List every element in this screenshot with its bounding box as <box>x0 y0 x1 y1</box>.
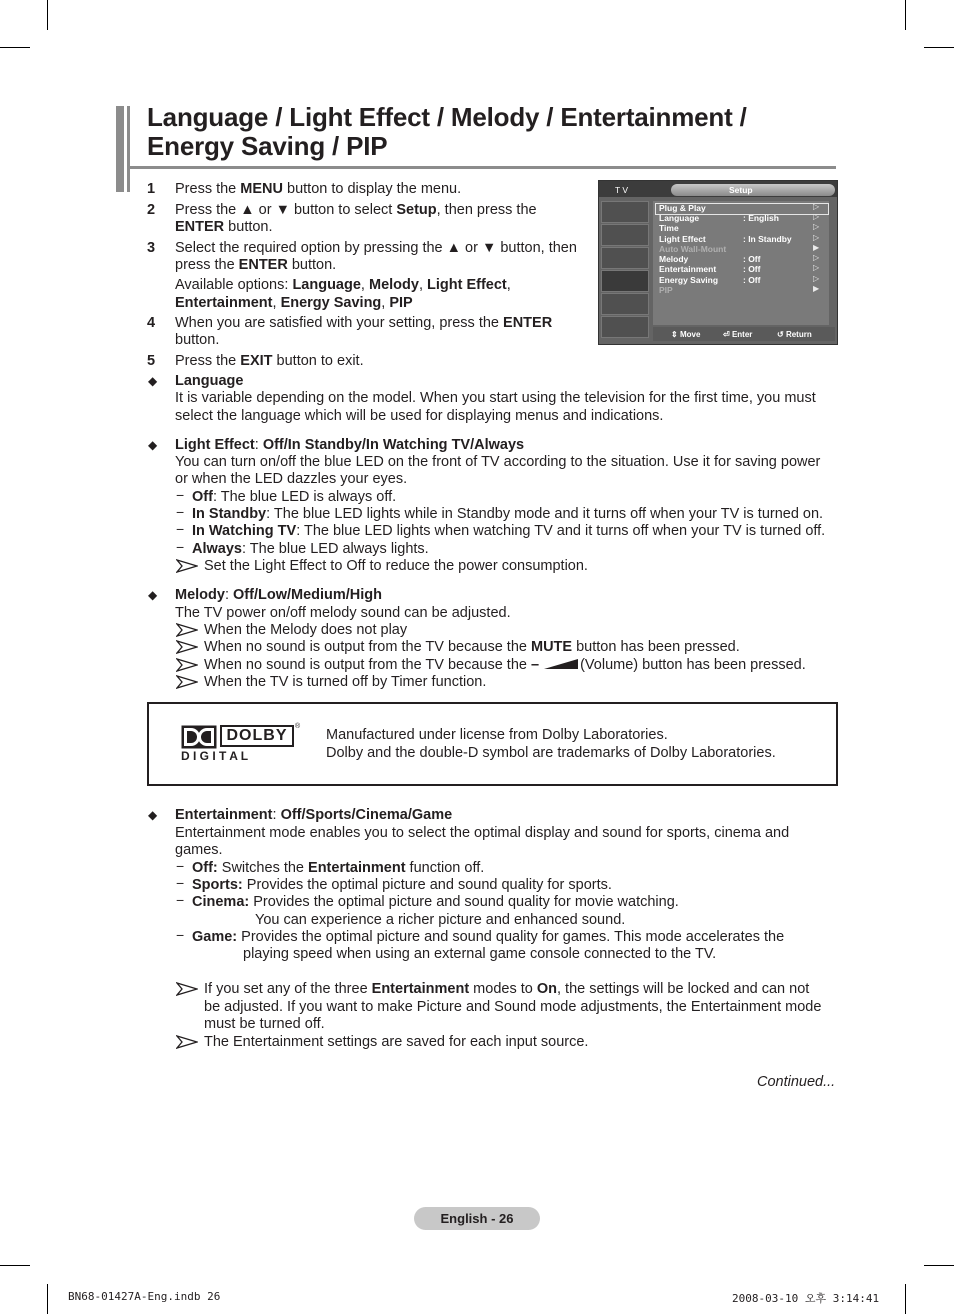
dolby-digital-logo <box>181 725 299 763</box>
entertainment-option-cinema-cont: You can experience a richer picture and enhanced sound. <box>255 912 626 928</box>
language-text-cont: select the language which will be used for displaying menus and indications. <box>175 408 664 424</box>
step-5-text: Press the EXIT button to exit. <box>175 353 364 369</box>
tv-setup-menu <box>598 180 838 345</box>
tv-footer-return: ↺ Return <box>777 330 812 339</box>
tv-menu-item-label[interactable]: Time <box>659 223 679 233</box>
tv-menu-item-value: : English <box>743 213 779 223</box>
light-effect-note: Set the Light Effect to Off to reduce the power consumption. <box>204 558 588 574</box>
entertainment-note-1-cont: be adjusted. If you want to make Picture and Sound mode adjustments, the Entertainment mode <box>204 999 822 1015</box>
light-option-always: Always: The blue LED always lights. <box>192 541 429 557</box>
tv-menu-item-arrow-icon: ▶ <box>813 243 820 252</box>
title-accent-bar <box>116 106 130 192</box>
step-number: 3 <box>147 240 156 256</box>
entertainment-option-cinema: Cinema: Provides the optimal picture and sound quality for movie watching. <box>192 894 679 910</box>
entertainment-option-game: Game: Provides the optimal picture and sound quality for games. This mode accelerates the <box>192 929 785 945</box>
digital-menu-icon <box>601 316 649 338</box>
dolby-notice-line2: Dolby and the double-D symbol are trademarks of Dolby Laboratories. <box>326 745 776 761</box>
tv-menu-item-arrow-icon: ▷ <box>813 274 820 283</box>
tv-menu-item-arrow-icon: ▷ <box>813 263 820 272</box>
step-3-text: Select the required option by pressing the ▲ or ▼ button, then <box>175 240 577 256</box>
tv-menu-item-label[interactable]: Melody <box>659 254 689 264</box>
tv-menu-item-arrow-icon: ▷ <box>813 212 820 221</box>
registered-mark: ® <box>295 723 301 730</box>
entertainment-note-1-cont2: must be turned off. <box>204 1016 325 1032</box>
note-arrow-icon <box>176 658 198 672</box>
step-4-text-cont: button. <box>175 332 220 348</box>
crop-mark <box>924 1265 954 1266</box>
sound-icon <box>601 224 649 246</box>
tv-menu-item-label[interactable]: Plug & Play <box>659 203 706 213</box>
light-effect-text: You can turn on/off the blue LED on the front of TV according to the situation. Use it for saving power <box>175 454 821 470</box>
entertainment-option-off: Off: Switches the Entertainment function off. <box>192 860 485 876</box>
entertainment-heading: Entertainment: Off/Sports/Cinema/Game <box>175 807 453 823</box>
title-divider <box>130 166 836 169</box>
tv-menu-item-label[interactable]: PIP <box>659 285 673 295</box>
tv-menu-item-arrow-icon: ▶ <box>813 284 820 293</box>
tv-menu-item-label[interactable]: Entertainment <box>659 264 717 274</box>
tv-menu-item-value: : Off <box>743 275 761 285</box>
continued-label: Continued... <box>757 1074 836 1090</box>
crop-mark <box>905 1284 906 1314</box>
tv-menu-title-tab <box>671 184 835 196</box>
language-text: It is variable depending on the model. When you start using the television for the first time, you must <box>175 390 816 406</box>
step-2-text: Press the ▲ or ▼ button to select Setup, then press the <box>175 202 537 218</box>
bullet-diamond: ◆ <box>148 588 158 602</box>
step-number: 5 <box>147 353 156 369</box>
setup-icon <box>601 270 649 292</box>
page-title-line2: Energy Saving / PIP <box>147 131 388 161</box>
dash-bullet: − <box>176 927 185 943</box>
note-arrow-icon <box>176 1035 198 1049</box>
entertainment-note-1: If you set any of the three Entertainment modes to On, the settings will be locked and can not <box>204 981 810 997</box>
light-effect-heading: Light Effect: Off/In Standby/In Watching TV/Always <box>175 437 525 453</box>
page-number: English - 26 <box>440 1211 514 1226</box>
step-3-text-cont: press the ENTER button. <box>175 257 337 273</box>
volume-icon <box>543 658 579 670</box>
tv-menu-title: Setup <box>729 185 753 195</box>
dolby-notice-line1: Manufactured under license from Dolby Laboratories. <box>326 727 668 743</box>
tv-footer-enter: ⏎ Enter <box>723 330 753 339</box>
light-option-watching: In Watching TV: The blue LED lights when watching TV and it turns off when your TV is turned off. <box>192 523 826 539</box>
tv-menu-tab: T V <box>615 185 629 195</box>
light-option-off: Off: The blue LED is always off. <box>192 489 397 505</box>
tv-menu-item-label[interactable]: Energy Saving <box>659 275 719 285</box>
note-arrow-icon <box>176 982 198 996</box>
bullet-diamond: ◆ <box>148 438 158 452</box>
step-number: 1 <box>147 181 156 197</box>
note-arrow-icon <box>176 559 198 573</box>
dash-bullet: − <box>176 504 185 520</box>
channel-icon <box>601 247 649 269</box>
language-heading: Language <box>175 373 244 389</box>
tv-menu-item-value: : Off <box>743 254 761 264</box>
light-option-standby: In Standby: The blue LED lights while in Standby mode and it turns off when your TV is turned on. <box>192 506 824 522</box>
tv-menu-item-label[interactable]: Light Effect <box>659 234 706 244</box>
entertainment-text: Entertainment mode enables you to select the optimal display and sound for sports, cinema and <box>175 825 790 841</box>
step-number: 2 <box>147 202 156 218</box>
step-4-text: When you are satisfied with your setting, press the ENTER <box>175 315 553 331</box>
melody-note-1: When the Melody does not play <box>204 622 408 638</box>
dash-bullet: − <box>176 539 185 555</box>
note-arrow-icon <box>176 623 198 637</box>
step-2-text-cont: ENTER button. <box>175 219 273 235</box>
melody-heading: Melody: Off/Low/Medium/High <box>175 587 383 603</box>
melody-note-4: When the TV is turned off by Timer function. <box>204 674 487 690</box>
picture-icon <box>601 201 649 223</box>
entertainment-note-2: The Entertainment settings are saved for each input source. <box>204 1034 589 1050</box>
print-slug-file: BN68-01427A-Eng.indb 26 <box>68 1290 221 1303</box>
note-arrow-icon <box>176 675 198 689</box>
bullet-diamond: ◆ <box>148 808 158 822</box>
title-accent-stripe <box>124 106 127 192</box>
crop-mark <box>905 0 906 30</box>
page-title <box>147 103 747 161</box>
entertainment-option-sports: Sports: Provides the optimal picture and sound quality for sports. <box>192 877 612 893</box>
dash-bullet: − <box>176 487 185 503</box>
dolby-logo-digital: D I G I T A L <box>181 749 249 763</box>
melody-note-2: When no sound is output from the TV because the MUTE button has been pressed. <box>204 639 740 655</box>
crop-mark <box>47 1284 48 1314</box>
bullet-diamond: ◆ <box>148 374 158 388</box>
dash-bullet: − <box>176 521 185 537</box>
crop-mark <box>0 47 30 48</box>
tv-menu-item-value: : Off <box>743 264 761 274</box>
double-d-icon <box>181 725 217 749</box>
print-slug-date: 2008-03-10 오후 3:14:41 <box>732 1292 880 1305</box>
entertainment-option-game-cont: playing speed when using an external game console connected to the TV. <box>243 946 717 962</box>
available-options-cont: Entertainment, Energy Saving, PIP <box>175 295 413 311</box>
tv-footer-move: ⇕ Move <box>671 330 701 339</box>
crop-mark <box>0 1265 30 1266</box>
dash-bullet: − <box>176 892 185 908</box>
tv-menu-item-value: : In Standby <box>743 234 792 244</box>
crop-mark <box>47 0 48 30</box>
available-options: Available options: Language, Melody, Light Effect, <box>175 277 511 293</box>
melody-text: The TV power on/off melody sound can be adjusted. <box>175 605 511 621</box>
light-effect-text-cont: or when the LED dazzles your eyes. <box>175 471 408 487</box>
dolby-logo-wordmark: DOLBY <box>220 725 294 747</box>
dash-bullet: − <box>176 858 185 874</box>
step-1-text: Press the MENU button to display the menu. <box>175 181 462 197</box>
tv-menu-item-arrow-icon: ▷ <box>813 253 820 262</box>
note-arrow-icon <box>176 640 198 654</box>
dash-bullet: − <box>176 875 185 891</box>
tv-menu-item-label[interactable]: Auto Wall-Mount <box>659 244 727 254</box>
page-title-line1: Language / Light Effect / Melody / Entertainment / <box>147 102 747 132</box>
crop-mark <box>924 47 954 48</box>
tv-menu-item-arrow-icon: ▷ <box>813 233 820 242</box>
tv-menu-item-arrow-icon: ▷ <box>813 202 820 211</box>
tv-menu-item-arrow-icon: ▷ <box>813 222 820 231</box>
step-number: 4 <box>147 315 156 331</box>
entertainment-text-cont: games. <box>175 842 223 858</box>
input-icon <box>601 293 649 315</box>
tv-menu-item-label[interactable]: Language <box>659 213 700 223</box>
melody-note-3: When no sound is output from the TV because the – (Volume) button has been pressed. <box>204 657 806 673</box>
